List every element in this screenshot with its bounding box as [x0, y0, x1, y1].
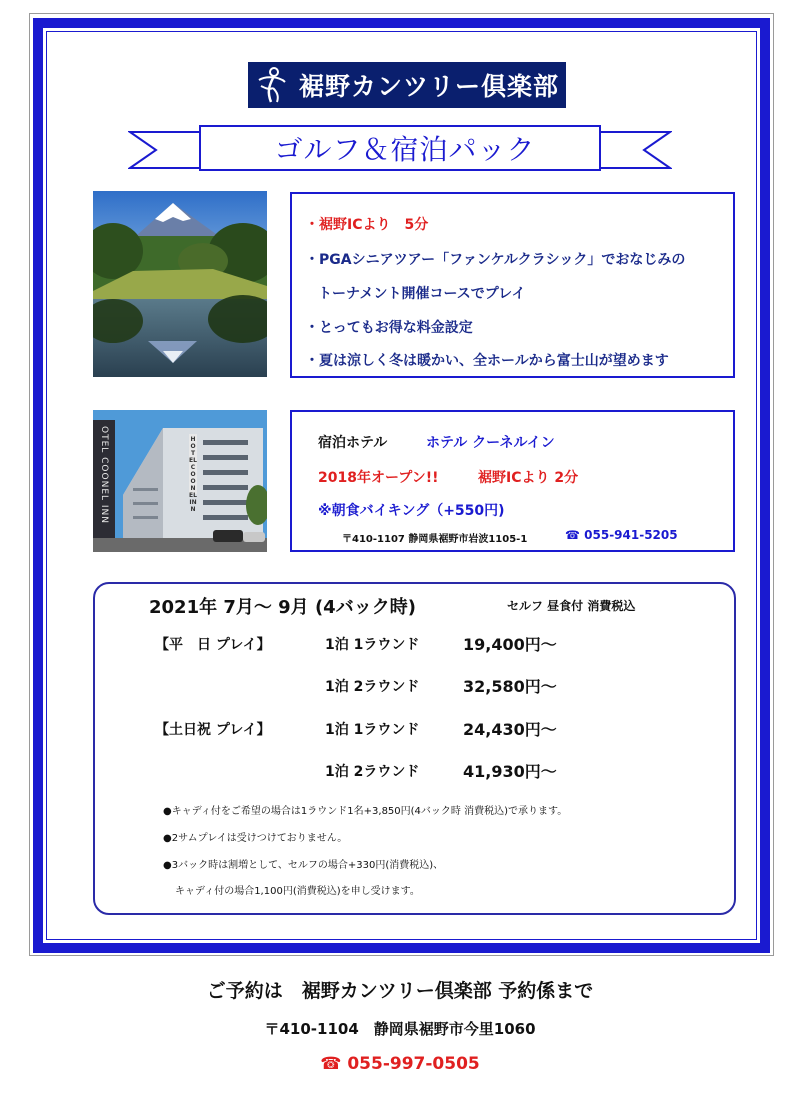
features-box	[290, 192, 735, 378]
weekday-plan-2: 1泊 2ラウンド	[325, 679, 420, 695]
feature-view: ・夏は涼しく冬は暖かい、全ホールから富士山が望めます	[305, 353, 669, 369]
weekday-label: 【平 日 プレイ】	[155, 637, 271, 653]
hotel-info-box	[290, 410, 735, 552]
club-logo	[248, 62, 566, 108]
hotel-sign-vertical: HOTEL COONEL INN	[189, 436, 197, 513]
feature-access: ・裾野ICより 5分	[305, 217, 429, 233]
hotel-phone: 055-941-5205	[584, 528, 678, 542]
weekend-plan-2: 1泊 2ラウンド	[325, 764, 420, 780]
hotel-photo	[93, 410, 267, 552]
hotel-name: ホテル クーネルイン	[426, 435, 555, 451]
weekday-price-1: 19,400円～	[463, 635, 557, 654]
weekend-price-1: 24,430円～	[463, 720, 557, 739]
reservation-contact: ご予約は 裾野カンツリー倶楽部 予約係まで	[206, 980, 594, 1002]
pricing-period-note: セルフ 昼食付 消費税込	[507, 599, 636, 613]
logo-text: 裾野カンツリー倶楽部	[298, 72, 559, 101]
feature-tournament: ・PGAシニアツアー「ファンケルクラシック」でおなじみの	[305, 252, 686, 268]
hotel-access: 裾野ICより 2分	[478, 470, 579, 486]
feature-price: ・とってもお得な料金設定	[305, 320, 473, 336]
note-twosome: ●2サムプレイは受けつけておりません。	[163, 833, 348, 844]
note-threebag: ●3バック時は割増として、セルフの場合+330円(消費税込)、	[163, 860, 444, 871]
weekday-price-2: 32,580円～	[463, 677, 557, 696]
note-threebag-caddie: キャディ付の場合1,100円(消費税込)を申し受けます。	[175, 886, 420, 897]
note-caddie: ●キャディ付をご希望の場合は1ラウンド1名+3,850円(4バック時 消費税込)で承ります。	[163, 806, 568, 817]
hotel-phone-row	[565, 528, 678, 542]
footer-phone: 055-997-0505	[347, 1054, 480, 1074]
golfer-icon	[255, 66, 289, 104]
hotel-opened: 2018年オープン!!	[318, 470, 439, 486]
phone-icon: ☎	[565, 528, 580, 542]
hotel-breakfast: ※朝食バイキング（+550円)	[318, 503, 505, 519]
weekday-plan-1: 1泊 1ラウンド	[325, 637, 420, 653]
footer-phone-icon: ☎	[320, 1054, 342, 1074]
footer-phone-row	[0, 1054, 800, 1074]
golf-course-photo	[93, 191, 267, 377]
weekend-plan-1: 1泊 1ラウンド	[325, 722, 420, 738]
hotel-sign-side: OTEL COONEL INN	[99, 426, 109, 525]
feature-tournament-cont: トーナメント開催コースでプレイ	[318, 286, 526, 302]
hotel-label: 宿泊ホテル	[318, 435, 388, 451]
footer-address: 〒410-1104 静岡県裾野市今里1060	[264, 1020, 536, 1038]
pricing-box	[93, 582, 736, 915]
pricing-period: 2021年 7月～ 9月 (4バック時)	[149, 597, 416, 618]
weekend-price-2: 41,930円～	[463, 762, 557, 781]
hotel-postal: 〒410-1107 静岡県裾野市岩波1105-1	[342, 534, 528, 545]
banner-title: ゴルフ＆宿泊パック	[274, 133, 536, 166]
weekend-label: 【土日祝 プレイ】	[155, 722, 271, 738]
